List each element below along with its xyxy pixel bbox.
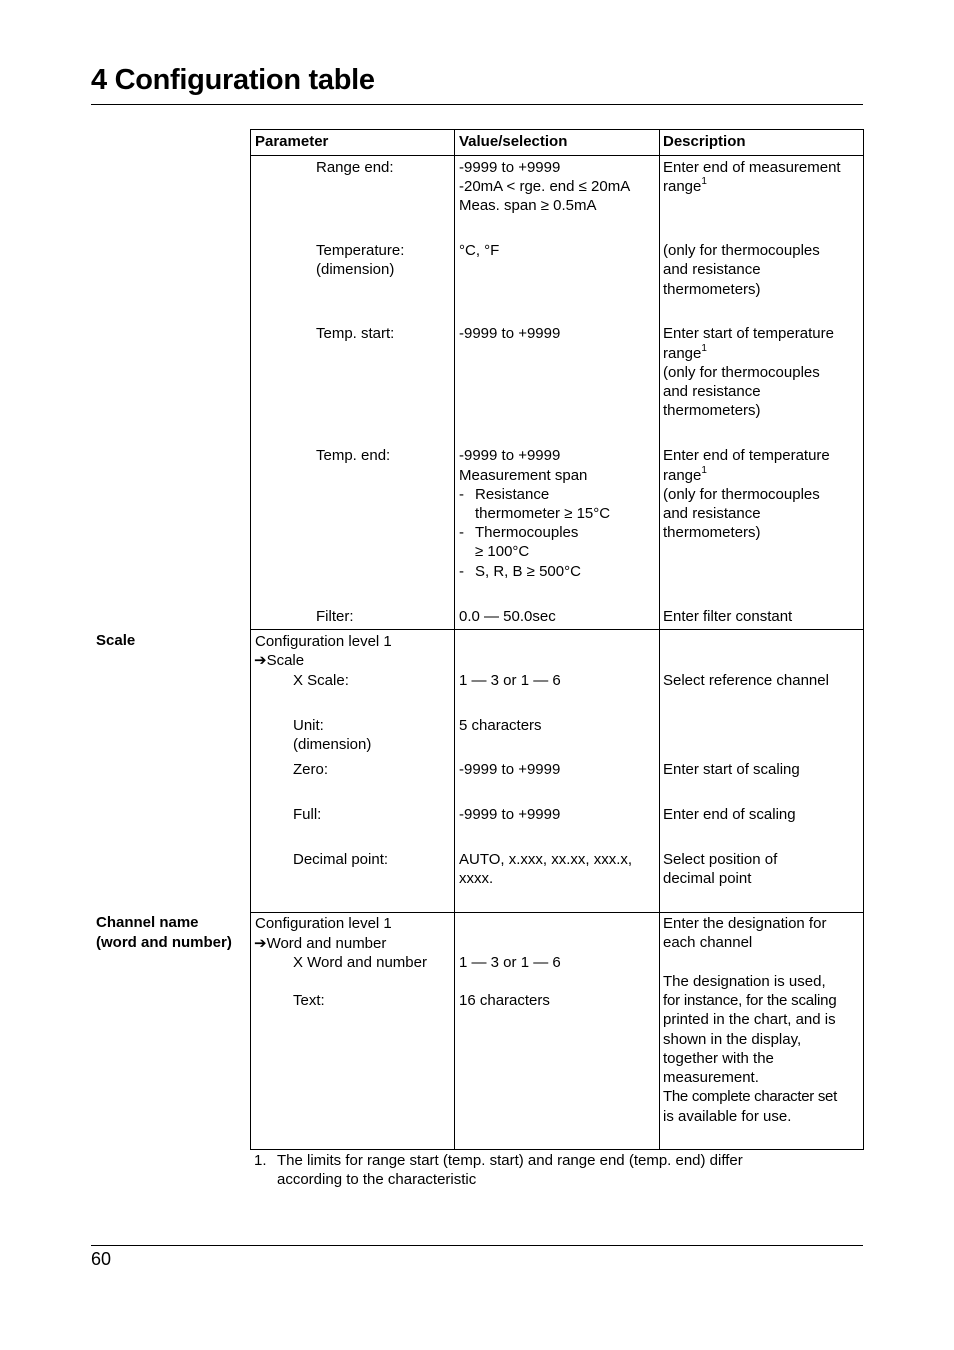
value-temp-start: -9999 to +9999 [459, 325, 561, 342]
param-range-end: Range end: [316, 159, 394, 176]
header-divider [250, 155, 864, 156]
desc-channel-10: is available for use. [663, 1108, 792, 1125]
row-divider-scale [250, 629, 864, 630]
column-divider-2 [659, 129, 660, 1150]
column-divider-1 [454, 129, 455, 1150]
desc-channel-9: The complete character set [663, 1088, 837, 1105]
value-range-end-1: -9999 to +9999 [459, 159, 561, 176]
header-description: Description [663, 133, 746, 150]
param-temp-end: Temp. end: [316, 447, 391, 464]
param-filter: Filter: [316, 608, 354, 625]
value-temp-end-4: thermometer ≥ 15°C [475, 505, 611, 522]
table-border-right [863, 129, 864, 1150]
table-border-top [250, 129, 864, 130]
value-text: 16 characters [459, 992, 550, 1009]
desc-channel-6: shown in the display, [663, 1031, 802, 1048]
channel-section-label-line2: (word and number) [96, 934, 232, 951]
desc-temp-start-3: (only for thermocouples [663, 364, 820, 381]
footnote-ref: 1 [701, 343, 707, 354]
param-x-scale: X Scale: [293, 672, 349, 689]
header-parameter: Parameter [255, 133, 329, 150]
value-temp-end-5: Thermocouples [475, 524, 579, 541]
desc-channel-8: measurement. [663, 1069, 759, 1086]
title-underline [91, 104, 863, 105]
desc-channel-3: The designation is used, [663, 973, 826, 990]
value-temp-end-dash-1: - [459, 486, 464, 503]
value-temperature: °C, °F [459, 242, 500, 259]
scale-section-label: Scale [96, 632, 136, 649]
param-unit-2: (dimension) [293, 736, 372, 753]
value-temp-end-3: Resistance [475, 486, 550, 503]
desc-temperature-1: (only for thermocouples [663, 242, 820, 259]
footnote-ref: 1 [701, 176, 707, 187]
desc-range-end-2: range$^1$ [663, 176, 707, 195]
arrow-right-icon: ➔ [254, 652, 267, 669]
value-temp-end-7: S, R, B ≥ 500°C [475, 563, 581, 580]
desc-filter: Enter filter constant [663, 608, 793, 625]
desc-temp-start-4: and resistance [663, 383, 761, 400]
channel-menu-label: Word and number [266, 935, 387, 952]
value-temp-end-dash-3: - [459, 563, 464, 580]
param-text: Text: [293, 992, 325, 1009]
footnote-number: 1. [254, 1152, 267, 1169]
channel-menu-path [254, 934, 386, 953]
footnote-ref: 1 [701, 465, 707, 476]
param-temperature-2: (dimension) [316, 261, 395, 278]
desc-temp-end-2: range$^1$ [663, 465, 707, 484]
scale-menu-path [254, 651, 304, 670]
value-temp-end-6: ≥ 100°C [475, 543, 530, 560]
desc-decimal-point-2: decimal point [663, 870, 752, 887]
desc-full: Enter end of scaling [663, 806, 796, 823]
desc-temp-start-5: thermometers) [663, 402, 761, 419]
value-decimal-point-2: xxxx. [459, 870, 494, 887]
desc-zero: Enter start of scaling [663, 761, 800, 778]
value-filter: 0.0 — 50.0sec [459, 608, 556, 625]
param-temp-start: Temp. start: [316, 325, 395, 342]
desc-x-scale: Select reference channel [663, 672, 829, 689]
desc-temp-start-1: Enter start of temperature [663, 325, 834, 342]
channel-section-label-line1: Channel name [96, 914, 199, 931]
value-x-scale: 1 — 3 or 1 — 6 [459, 672, 561, 689]
footer-rule [91, 1245, 863, 1246]
desc-temp-start-2: range$^1$ [663, 343, 707, 362]
page-title: 4 Configuration table [91, 64, 375, 96]
footnote-line-1: The limits for range start (temp. start) and range end (temp. end) differ [277, 1152, 743, 1169]
desc-range-end-1: Enter end of measurement [663, 159, 841, 176]
value-range-end-3: Meas. span ≥ 0.5mA [459, 197, 597, 214]
page-number: 60 [91, 1249, 112, 1269]
value-full: -9999 to +9999 [459, 806, 561, 823]
row-divider-channel [250, 912, 864, 913]
value-x-word: 1 — 3 or 1 — 6 [459, 954, 561, 971]
header-value: Value/selection [459, 133, 568, 150]
scale-menu-label: Scale [266, 652, 305, 669]
desc-temperature-3: thermometers) [663, 281, 761, 298]
desc-temp-end-3: (only for thermocouples [663, 486, 820, 503]
value-zero: -9999 to +9999 [459, 761, 561, 778]
value-temp-end-1: -9999 to +9999 [459, 447, 561, 464]
param-unit-1: Unit: [293, 717, 324, 734]
desc-decimal-point-1: Select position of [663, 851, 778, 868]
param-full: Full: [293, 806, 322, 823]
desc-channel-5: printed in the chart, and is [663, 1011, 836, 1028]
table-border-bottom [250, 1149, 864, 1150]
desc-channel-1: Enter the designation for [663, 915, 827, 932]
channel-config-level: Configuration level 1 [255, 915, 392, 932]
desc-temp-end-1: Enter end of temperature [663, 447, 830, 464]
value-unit: 5 characters [459, 717, 542, 734]
footnote-line-2: according to the characteristic [277, 1171, 477, 1188]
value-range-end-2: -20mA < rge. end ≤ 20mA [459, 178, 631, 195]
value-decimal-point-1: AUTO, x.xxx, xx.xx, xxx.x, [459, 851, 633, 868]
desc-channel-2: each channel [663, 934, 753, 951]
desc-temperature-2: and resistance [663, 261, 761, 278]
desc-channel-7: together with the [663, 1050, 774, 1067]
scale-config-level: Configuration level 1 [255, 633, 392, 650]
desc-temp-end-5: thermometers) [663, 524, 761, 541]
param-x-word: X Word and number [293, 954, 427, 971]
desc-channel-4: for instance, for the scaling [663, 992, 837, 1009]
param-decimal-point: Decimal point: [293, 851, 389, 868]
value-temp-end-2: Measurement span [459, 467, 588, 484]
table-border-left [250, 129, 251, 1150]
desc-temp-end-4: and resistance [663, 505, 761, 522]
param-zero: Zero: [293, 761, 329, 778]
value-temp-end-dash-2: - [459, 524, 464, 541]
param-temperature-1: Temperature: [316, 242, 405, 259]
arrow-right-icon: ➔ [254, 935, 267, 952]
